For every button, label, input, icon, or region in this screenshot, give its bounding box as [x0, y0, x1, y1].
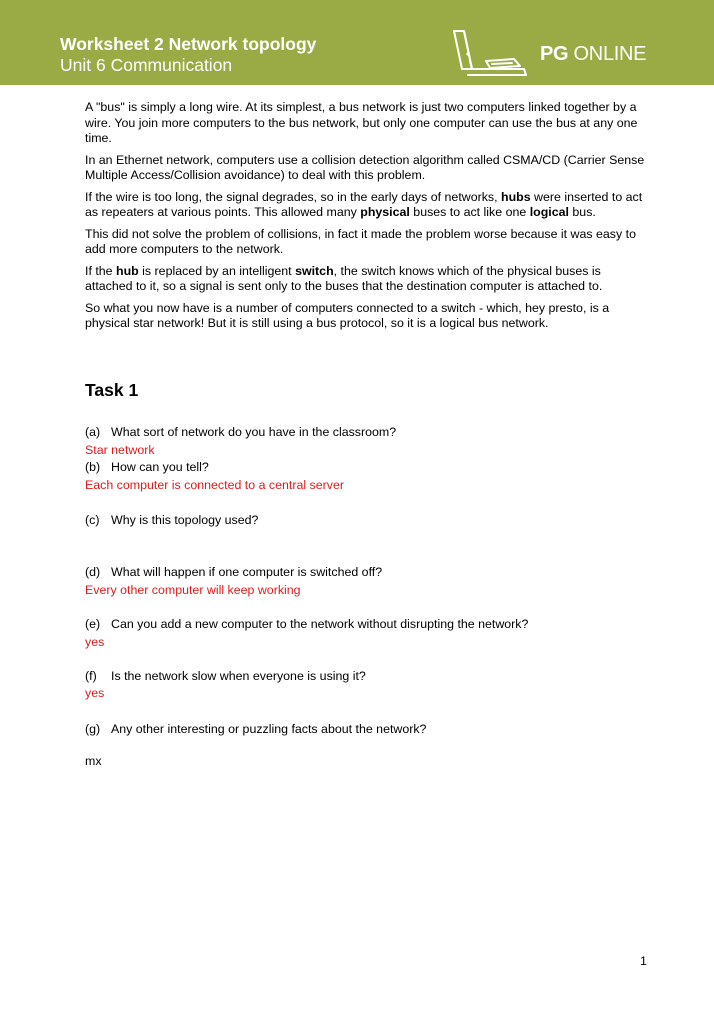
page-header	[0, 0, 714, 85]
unit-subtitle: Unit 6 Communication	[60, 55, 233, 75]
body-paragraph	[85, 190, 645, 221]
body-paragraph	[85, 100, 645, 147]
text-run: If the	[85, 263, 116, 278]
question-c	[85, 513, 258, 528]
body-text	[85, 100, 645, 338]
question-e	[85, 617, 528, 632]
question-text: Is the network slow when everyone is using it?	[111, 669, 366, 683]
extra-note: mx	[85, 754, 102, 768]
text-run: bus.	[568, 205, 596, 219]
question-text: How can you tell?	[111, 460, 209, 474]
question-label: (d)	[85, 565, 101, 579]
answer-e: yes	[85, 635, 105, 649]
question-label: (b)	[85, 460, 101, 474]
text-run: buses to act like one	[409, 205, 530, 219]
text-run: , the switch knows which of the physical buses is attached to it, so a signal is sent only to the buses that the destination computer is attached to.	[85, 263, 603, 293]
bold-term: switch	[295, 263, 334, 278]
question-text: Any other interesting or puzzling facts about the network?	[111, 722, 427, 736]
pg-online-logo	[450, 28, 660, 80]
text-run: In an Ethernet network, computers use a collision detection algorithm called CSMA/CD (Carrier Sense Multiple Access/Collision avoidance) to deal with this problem.	[85, 152, 645, 182]
worksheet-title: Worksheet 2 Network topology	[60, 34, 317, 54]
question-label: (e)	[85, 617, 101, 631]
question-text: What sort of network do you have in the classroom?	[111, 425, 397, 439]
question-a	[85, 425, 396, 440]
text-run: If the wire is too long, the signal degrades, so in the early days of networks,	[85, 189, 501, 204]
bold-term: logical	[529, 205, 569, 219]
body-paragraph	[85, 153, 645, 184]
text-run: A "bus" is simply a long wire. At its simplest, a bus network is just two computers linked together by a wire. You join more computers to the bus network, but only one computer can use the bus at any one time.	[85, 100, 638, 145]
text-run: This did not solve the problem of collisions, in fact it made the problem worse because it was easy to add more computers to the network.	[85, 226, 636, 256]
question-b	[85, 460, 209, 475]
answer-a: Star network	[85, 443, 155, 457]
logo-brand-bold: PG	[540, 43, 569, 65]
question-label: (g)	[85, 722, 101, 736]
question-text: Why is this topology used?	[111, 513, 259, 527]
laptop-icon	[450, 28, 534, 80]
body-paragraph	[85, 227, 645, 258]
text-run: is replaced by an intelligent	[138, 263, 296, 278]
logo-brand-rest: ONLINE	[568, 43, 647, 65]
question-d	[85, 565, 382, 580]
question-label: (c)	[85, 513, 100, 527]
question-label: (f)	[85, 669, 97, 683]
bold-term: physical	[360, 205, 410, 219]
logo-wordmark	[540, 43, 646, 66]
answer-b: Each computer is connected to a central server	[85, 478, 344, 492]
question-g	[85, 722, 426, 737]
question-text: What will happen if one computer is switched off?	[111, 565, 383, 579]
body-paragraph	[85, 301, 645, 332]
page-number: 1	[640, 954, 647, 968]
answer-f: yes	[85, 686, 105, 700]
text-run: So what you now have is a number of computers connected to a switch - which, hey presto, is a physical star network! But it is still using a bus protocol, so it is a logical bus network.	[85, 300, 610, 330]
question-label: (a)	[85, 425, 101, 439]
bold-term: hub	[116, 263, 139, 278]
text-run: were inserted to act as repeaters at various points. This allowed many	[85, 189, 643, 219]
bold-term: hubs	[501, 189, 531, 204]
body-paragraph	[85, 264, 645, 295]
question-f	[85, 669, 366, 684]
task-heading: Task 1	[85, 380, 139, 400]
question-text: Can you add a new computer to the network without disrupting the network?	[111, 617, 529, 631]
answer-d: Every other computer will keep working	[85, 583, 301, 597]
